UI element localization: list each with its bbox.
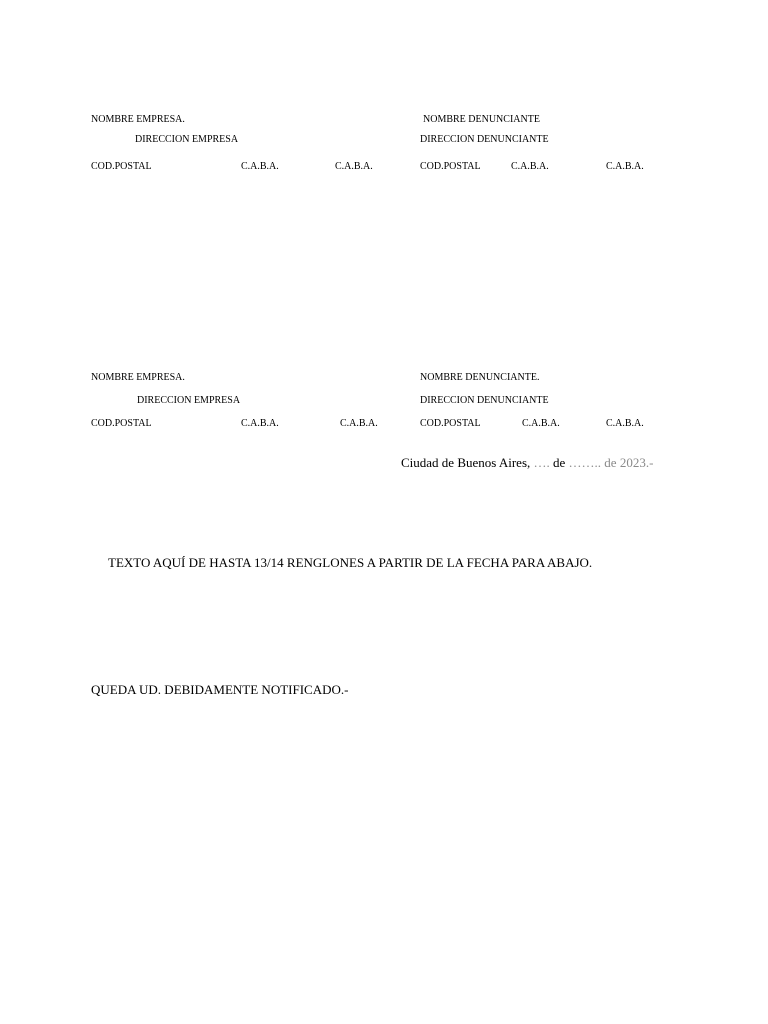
block1-complainant-postal: COD.POSTAL — [420, 161, 481, 172]
date-year: de 2023.- — [604, 455, 654, 470]
block2-complainant-postal: COD.POSTAL — [420, 418, 481, 429]
block1-company-city2: C.A.B.A. — [335, 161, 373, 172]
block2-complainant-city2: C.A.B.A. — [606, 418, 644, 429]
date-de: de — [553, 455, 566, 470]
block2-complainant-address: DIRECCION DENUNCIANTE — [420, 395, 549, 406]
block1-company-postal: COD.POSTAL — [91, 161, 152, 172]
block1-complainant-address: DIRECCION DENUNCIANTE — [420, 134, 549, 145]
block2-complainant-name: NOMBRE DENUNCIANTE. — [420, 372, 540, 383]
block1-company-address: DIRECCION EMPRESA — [135, 134, 239, 145]
block2-company-name: NOMBRE EMPRESA. — [91, 372, 185, 383]
block2-company-postal: COD.POSTAL — [91, 418, 152, 429]
body-text: TEXTO AQUÍ DE HASTA 13/14 RENGLONES A PARTIR DE LA FECHA PARA ABAJO. — [108, 555, 593, 570]
block1-complainant-name: NOMBRE DENUNCIANTE — [423, 114, 540, 125]
date-place: Ciudad de Buenos Aires, — [401, 455, 531, 470]
block2-complainant-city1: C.A.B.A. — [522, 418, 560, 429]
block1-complainant-city2: C.A.B.A. — [606, 161, 644, 172]
block1-company-city1: C.A.B.A. — [241, 161, 279, 172]
date-line — [401, 456, 653, 469]
block2-company-city2: C.A.B.A. — [340, 418, 378, 429]
date-month-blank: …….. — [568, 455, 602, 470]
block1-complainant-city1: C.A.B.A. — [511, 161, 549, 172]
date-day-blank: …. — [533, 455, 550, 470]
block2-company-address: DIRECCION EMPRESA — [137, 395, 241, 406]
closing-text: QUEDA UD. DEBIDAMENTE NOTIFICADO.- — [91, 682, 349, 697]
block2-company-city1: C.A.B.A. — [241, 418, 279, 429]
block1-company-name: NOMBRE EMPRESA. — [91, 114, 185, 125]
